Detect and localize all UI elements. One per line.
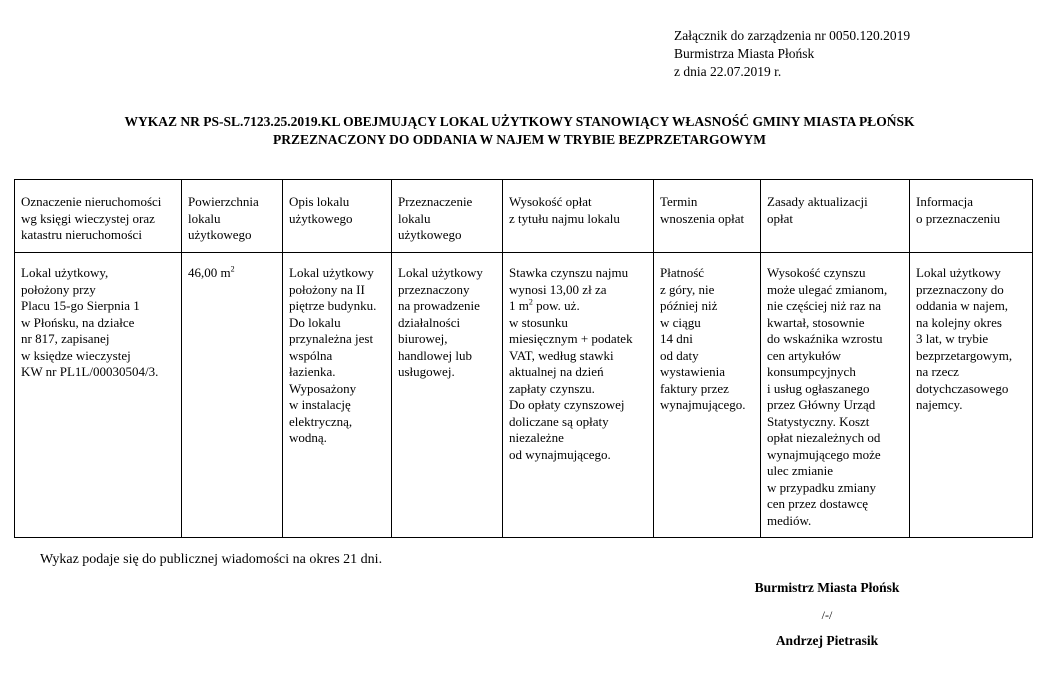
column-header-area: Powierzchnia lokalu użytkowego xyxy=(182,180,283,253)
column-header-fees: Wysokość opłat z tytułu najmu lokalu xyxy=(503,180,654,253)
cell-fees xyxy=(503,253,654,538)
cell-payment-term: Płatność z góry, nie później niż w ciągu 14 dni od daty wystawienia faktury przez wynajmującego. xyxy=(654,253,761,538)
column-header-purpose: Przeznaczenie lokalu użytkowego xyxy=(392,180,503,253)
cell-description: Lokal użytkowy położony na II piętrze budynku. Do lokalu przynależna jest wspólna łazienka. Wyposażony w instalację elektryczną, wodną. xyxy=(283,253,392,538)
column-header-update-rules: Zasady aktualizacji opłat xyxy=(761,180,910,253)
document-title xyxy=(0,113,1039,149)
signature-title: Burmistrz Miasta Płońsk xyxy=(754,580,900,595)
cell-designation: Lokal użytkowy, położony przy Placu 15-go Sierpnia 1 w Płońsku, na działce nr 817, zapisanej w księdze wieczystej KW nr PL1L/00030504/3. xyxy=(15,253,182,538)
fees-unit-exponent: 2 xyxy=(528,297,533,307)
signature-mark: /-/ xyxy=(821,608,833,622)
annex-note-line: Załącznik do zarządzenia nr 0050.120.2019 xyxy=(674,28,911,43)
annex-note xyxy=(674,27,910,81)
column-header-payment-term: Termin wnoszenia opłat xyxy=(654,180,761,253)
fees-text-part2: pow. uż. w stosunku miesięcznym + podatek VAT, według stawki aktualnej na dzień zapłaty czynszu. Do opłaty czynszowej doliczane są opłaty niezależne od wynajmującego. xyxy=(509,298,633,462)
publication-note: Wykaz podaje się do publicznej wiadomości na okres 21 dni. xyxy=(40,552,383,567)
area-unit-exponent: 2 xyxy=(230,264,235,274)
document-title-line: WYKAZ NR PS-SL.7123.25.2019.KL OBEJMUJĄCY LOKAL UŻYTKOWY STANOWIĄCY WŁASNOŚĆ GMINY MIASTA PŁOŃSK xyxy=(124,114,915,129)
column-header-description: Opis lokalu użytkowego xyxy=(283,180,392,253)
table-row xyxy=(15,253,1033,538)
table-header-row xyxy=(15,180,1033,253)
signature-block xyxy=(727,579,927,650)
cell-area xyxy=(182,253,283,538)
property-table xyxy=(14,179,1033,538)
signature-name: Andrzej Pietrasik xyxy=(775,633,879,648)
cell-update-rules: Wysokość czynszu może ulegać zmianom, nie częściej niż raz na kwartał, stosownie do wskaźnika wzrostu cen artykułów konsumpcyjnych i usług ogłaszanego przez Główny Urząd Statystyczny. Koszt opłat niezależnych od wynajmującego może ulec zmianie w przypadku zmiany cen przez dostawcę mediów. xyxy=(761,253,910,538)
annex-note-line: Burmistrza Miasta Płońsk xyxy=(674,46,815,61)
annex-note-line: z dnia 22.07.2019 r. xyxy=(674,64,782,79)
cell-purpose-info: Lokal użytkowy przeznaczony do oddania w najem, na kolejny okres 3 lat, w trybie bezprzetargowym, na rzecz dotychczasowego najemcy. xyxy=(910,253,1033,538)
column-header-designation: Oznaczenie nieruchomości wg księgi wieczystej oraz katastru nieruchomości xyxy=(15,180,182,253)
column-header-purpose-info: Informacja o przeznaczeniu xyxy=(910,180,1033,253)
document-title-line: PRZEZNACZONY DO ODDANIA W NAJEM W TRYBIE BEZPRZETARGOWYM xyxy=(273,132,766,147)
area-value: 46,00 m xyxy=(188,265,231,280)
cell-purpose: Lokal użytkowy przeznaczony na prowadzenie działalności biurowej, handlowej lub usługowej. xyxy=(392,253,503,538)
fees-text-part1: Stawka czynszu najmu wynosi 13,00 zł za 1 m xyxy=(509,265,629,313)
